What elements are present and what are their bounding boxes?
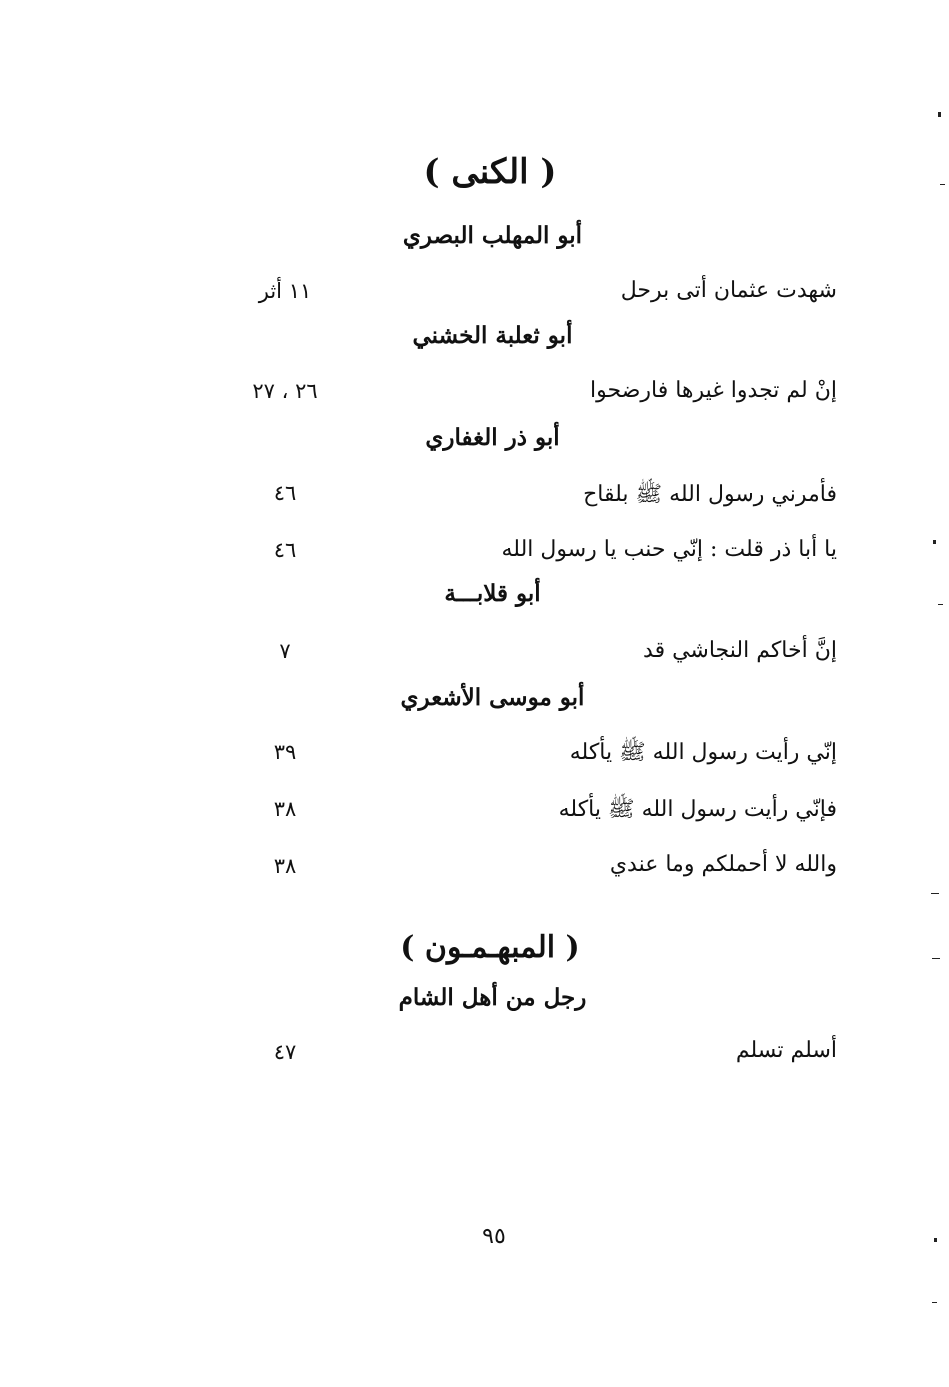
page-number: ٩٥ (482, 1224, 506, 1249)
narrator-heading: أبو قلابـــة (444, 580, 541, 607)
hadith-ref: ٧ (279, 639, 291, 663)
hadith-text: فأمرني رسول الله ﷺ بلقاح (583, 482, 837, 507)
scan-speck (932, 958, 940, 959)
narrator-heading: رجل من أهل الشام (398, 984, 587, 1011)
section-title-mubhamun: ( المبهـمـون ) (400, 930, 580, 965)
hadith-ref: ٣٨ (273, 797, 297, 821)
hadith-ref: ٤٧ (273, 1040, 297, 1064)
hadith-text: إنَّ أخاكم النجاشي قد (643, 638, 837, 663)
scan-speck (938, 604, 943, 605)
hadith-ref: ١١ أثر (258, 279, 312, 303)
hadith-text: إنّي رأيت رسول الله ﷺ يأكله (569, 740, 837, 765)
hadith-text: والله لا أحملكم وما عندي (609, 852, 837, 877)
scan-speck (934, 1238, 937, 1242)
hadith-text: شهدت عثمان أتى برحل (620, 278, 837, 303)
narrator-heading: أبو ذر الغفاري (425, 424, 560, 451)
narrator-heading: أبو ثعلبة الخشني (412, 322, 573, 349)
hadith-ref: ٤٦ (273, 481, 297, 505)
hadith-ref: ٣٨ (273, 854, 297, 878)
narrator-heading: أبو المهلب البصري (402, 222, 583, 249)
scan-speck (938, 112, 941, 117)
hadith-ref: ٢٦ ، ٢٧ (252, 379, 318, 403)
scan-speck (933, 540, 936, 544)
scan-speck (932, 1302, 937, 1303)
scan-speck (940, 184, 945, 185)
section-title-kuna: ( الكنى ) (423, 152, 557, 192)
hadith-ref: ٣٩ (273, 740, 297, 764)
hadith-ref: ٤٦ (273, 538, 297, 562)
hadith-text: إنْ لم تجدوا غيرها فارضحوا (590, 378, 837, 403)
scan-speck (931, 893, 939, 894)
hadith-text: يا أبا ذر قلت : إنّي حنب يا رسول الله (501, 537, 837, 562)
hadith-text: أسلم تسلم (735, 1038, 837, 1063)
narrator-heading: أبو موسى الأشعري (400, 684, 585, 711)
hadith-text: فإنّي رأيت رسول الله ﷺ يأكله (558, 797, 837, 822)
